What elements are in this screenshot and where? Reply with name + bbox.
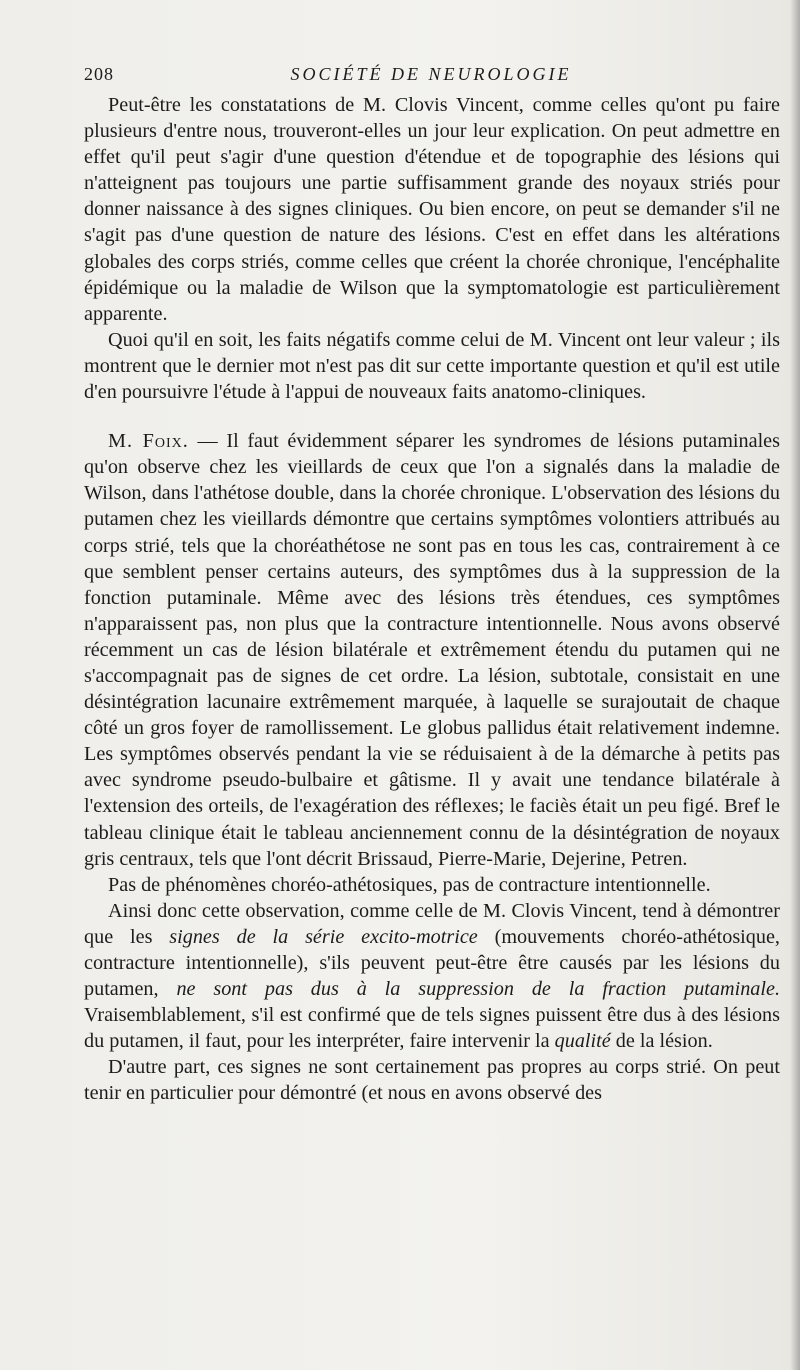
paragraph-1: Peut-être les constatations de M. Clovis Vincent, comme celles qu'ont pu faire plusieurs d'entre nous, trouveront-elles un jour leur explication. On peut admettre en effet qu'il peut s'agir d'une question d'étendue et de topographie des lésions qui n'atteignent pas toujours une partie suffisamment grande des noyaux striés pour donner naissance à des signes cliniques. Ou bien encore, on peut se demander s'il ne s'agit pas d'une question de nature des lésions. C'est en effet dans les altérations globales des corps striés, comme celles que créent la chorée chronique, l'encéphalite épidémique ou la maladie de Wilson que la symptomatologie est particulièrement apparente. — [84, 94, 780, 325]
paragraph-6: D'autre part, ces signes ne sont certainement pas propres au corps strié. On peut tenir en particulier pour démontré (et nous en avons observé des — [84, 1056, 780, 1105]
paragraph-5-italic-2: ne sont pas dus à la suppression de la fraction putaminale. — [176, 978, 780, 1001]
paragraph-2: Quoi qu'il en soit, les faits négatifs comme celui de M. Vincent ont leur valeur ; ils montrent que le dernier mot n'est pas dit sur cette importante question et qu'il est utile d'en poursuivre l'étude à l'appui de nouveaux faits anatomo-cliniques. — [84, 328, 780, 404]
paragraph-5-italic-1: signes de la série excito-motrice — [169, 925, 478, 948]
paragraph-5 — [84, 898, 780, 1055]
paragraph-5-italic-3: qualité — [554, 1030, 611, 1053]
page-header — [84, 64, 778, 94]
speaker-name: M. Foix. — [108, 430, 189, 453]
paragraph-5-text-d: de la lésion. — [610, 1030, 713, 1053]
paragraph-3 — [84, 428, 780, 872]
running-title: SOCIÉTÉ DE NEUROLOGIE — [290, 64, 572, 84]
page-edge-shadow — [790, 0, 800, 1370]
paragraph-5-text-c: Vraisemblablement, s'il est confirmé que de tels signes puissent être dus à des lésions du putamen, il faut, pour les interpréter, faire intervenir la — [84, 1004, 780, 1053]
page-number: 208 — [84, 64, 114, 84]
paragraph-5-text-b: (mouvements choréo-athétosique, contracture intentionnelle), s'ils peuvent peut-être être causés par les lésions du putamen, — [84, 925, 780, 1001]
page-body — [84, 92, 780, 1107]
paragraph-4: Pas de phénomènes choréo-athétosiques, pas de contracture intentionnelle. — [108, 873, 711, 896]
paragraph-5-text-a: Ainsi donc cette observation, comme celle de M. Clovis Vincent, tend à démontrer que les — [84, 899, 780, 948]
paragraph-3-text: — Il faut évidemment séparer les syndromes de lésions putaminales qu'on observe chez les vieillards de ceux que l'on a signalés dans la maladie de Wilson, dans l'athétose double, dans la chorée chronique. L'observation des lésions du putamen chez les vieillards démontre que certains symptômes volontiers attribués au corps strié, tels que la choréathétose ne sont pas en tous les cas, contrairement à ce que semblent penser certains auteurs, des symptômes dus à la suppression de la fonction putaminale. Même avec des lésions très étendues, ces symptômes n'apparaissent pas, non plus que la contracture intentionnelle. Nous avons observé récemment un cas de lésion bilatérale et extrêmement étendu du putamen qui ne s'accompagnait pas de signes de cet ordre. La lésion, subtotale, consistait en une désintégration lacunaire extrêmement marquée, à laquelle se surajoutait de chaque côté un gros foyer de ramollissement. Le globus pallidus était relativement indemne. Les symptômes observés pendant la vie se réduisaient à de la démarche à petits pas avec syndrome pseudo-bulbaire et gâtisme. Il y avait une tendance bilatérale à l'extension des orteils, de l'exagération des réflexes; le faciès était un peu figé. Bref le tableau clinique était le tableau anciennement connu de la désintégration de noyaux gris centraux, tels que l'ont décrit Brissaud, Pierre-Marie, Dejerine, Petren. — [84, 430, 781, 870]
